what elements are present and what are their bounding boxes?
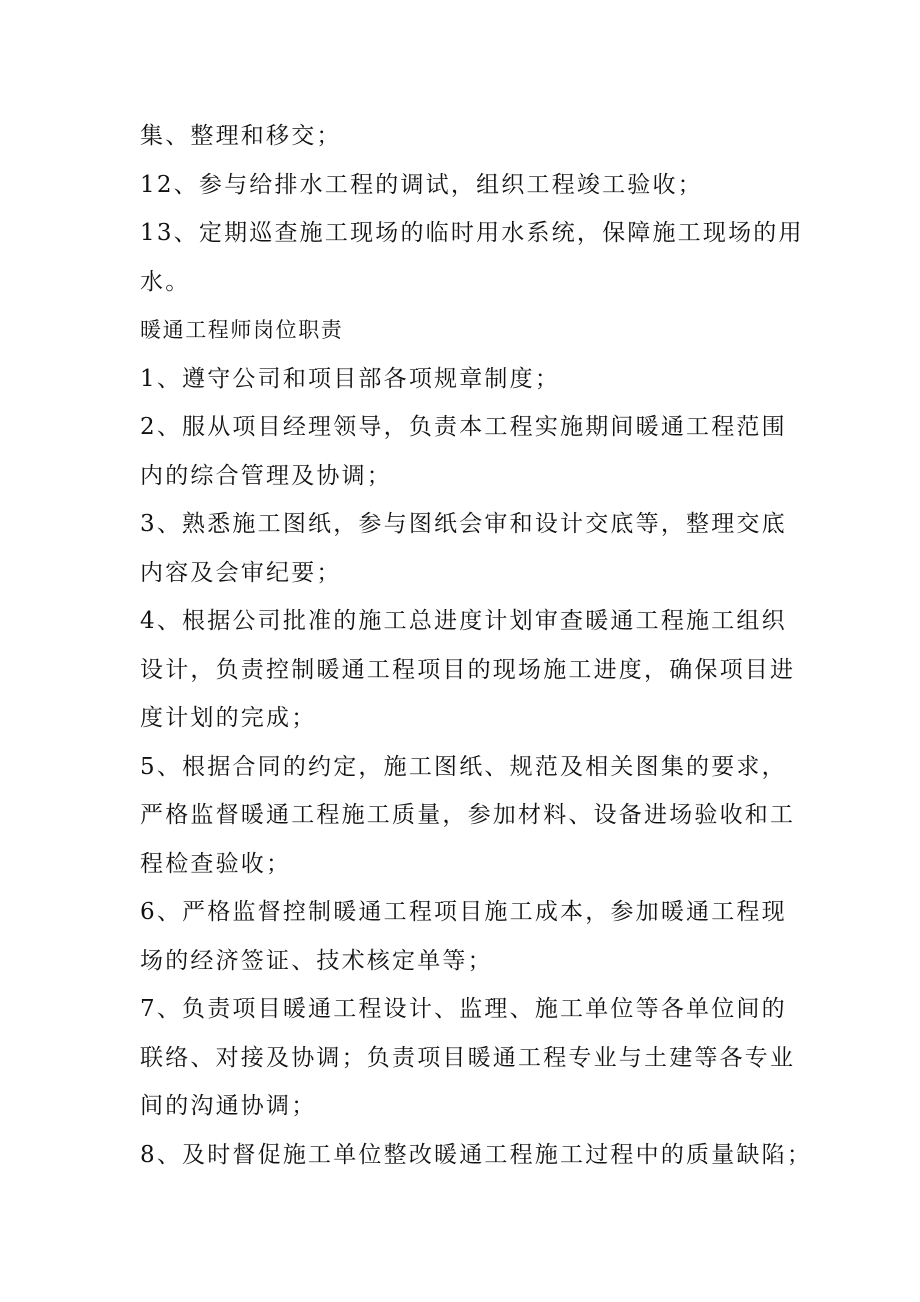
text-line: 程检查验收；	[140, 850, 292, 877]
text-line: 13、定期巡查施工现场的临时用水系统，保障施工现场的用	[140, 220, 804, 246]
text-line: 3、熟悉施工图纸，参与图纸会审和设计交底等，整理交底	[140, 511, 787, 537]
text-line: 设计，负责控制暖通工程项目的现场施工进度，确保项目进	[140, 656, 796, 683]
text-line: 内容及会审纪要；	[140, 559, 342, 586]
text-line: 12、参与给排水工程的调试，组织工程竣工验收；	[140, 171, 703, 198]
text-line: 集、整理和移交；	[140, 123, 342, 149]
text-line: 1、遵守公司和项目部各项规章制度；	[140, 365, 561, 392]
document-body	[140, 112, 813, 1179]
text-line: 4、根据公司批准的施工总进度计划审查暖通工程施工组织	[140, 608, 787, 634]
text-line: 严格监督暖通工程施工质量，参加材料、设备进场验收和工	[140, 802, 796, 828]
section-heading: 暖通工程师岗位职责	[140, 318, 344, 342]
text-line: 7、负责项目暖通工程设计、监理、施工单位等各单位间的	[140, 996, 787, 1022]
text-line: 间的沟通协调；	[140, 1093, 317, 1119]
text-line: 2、服从项目经理领导，负责本工程实施期间暖通工程范围	[140, 414, 787, 440]
text-line: 内的综合管理及协调；	[140, 462, 392, 489]
text-line: 水。	[140, 268, 191, 295]
text-line: 场的经济签证、技术核定单等；	[140, 947, 493, 974]
text-line: 8、及时督促施工单位整改暖通工程施工过程中的质量缺陷；	[140, 1141, 813, 1168]
text-line: 5、根据合同的约定，施工图纸、规范及相关图集的要求，	[140, 753, 787, 780]
text-line: 6、严格监督控制暖通工程项目施工成本，参加暖通工程现	[140, 899, 787, 925]
text-line: 联络、对接及协调；负责项目暖通工程专业与土建等各专业	[140, 1044, 796, 1071]
text-line: 度计划的完成；	[140, 705, 317, 731]
